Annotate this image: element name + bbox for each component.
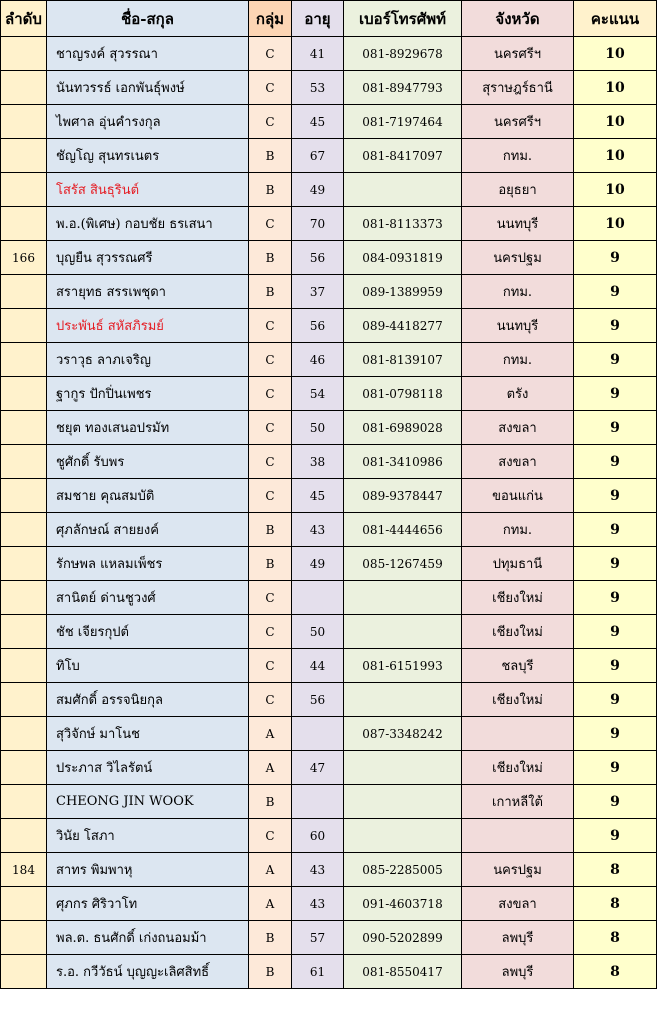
row-age-cell: 57 bbox=[292, 921, 344, 955]
row-group-cell: B bbox=[249, 547, 292, 581]
row-index-cell bbox=[1, 581, 47, 615]
table-row bbox=[1, 479, 657, 513]
row-age-cell: 41 bbox=[292, 37, 344, 71]
row-name-cell: วินัย โสภา bbox=[47, 819, 249, 853]
row-age-cell: 43 bbox=[292, 853, 344, 887]
row-phone-cell: 084-0931819 bbox=[344, 241, 462, 275]
row-age-cell: 45 bbox=[292, 105, 344, 139]
row-province-cell: ลพบุรี bbox=[462, 955, 574, 989]
row-province-cell bbox=[462, 717, 574, 751]
row-name-cell: สาทร พิมพาหุ bbox=[47, 853, 249, 887]
row-age-cell: 43 bbox=[292, 513, 344, 547]
row-group-cell: C bbox=[249, 411, 292, 445]
row-score-cell: 8 bbox=[574, 853, 657, 887]
row-group-cell: C bbox=[249, 615, 292, 649]
table-body bbox=[1, 37, 657, 989]
row-score-cell: 9 bbox=[574, 513, 657, 547]
row-phone-cell bbox=[344, 581, 462, 615]
row-index-cell bbox=[1, 275, 47, 309]
row-group-cell: C bbox=[249, 343, 292, 377]
row-name-cell: สานิตย์ ด่านชูวงศ์ bbox=[47, 581, 249, 615]
row-score-cell: 9 bbox=[574, 377, 657, 411]
row-phone-cell: 085-2285005 bbox=[344, 853, 462, 887]
row-phone-cell: 081-8139107 bbox=[344, 343, 462, 377]
row-province-cell bbox=[462, 819, 574, 853]
row-age-cell: 56 bbox=[292, 683, 344, 717]
row-name-cell: โสรัส สินธุรินต์ bbox=[47, 173, 249, 207]
row-province-cell: สงขลา bbox=[462, 411, 574, 445]
row-group-cell: A bbox=[249, 717, 292, 751]
row-group-cell: C bbox=[249, 309, 292, 343]
row-province-cell: นครปฐม bbox=[462, 241, 574, 275]
row-name-cell: วราวุธ ลาภเจริญ bbox=[47, 343, 249, 377]
row-phone-cell bbox=[344, 751, 462, 785]
table-row bbox=[1, 921, 657, 955]
row-phone-cell: 081-8417097 bbox=[344, 139, 462, 173]
row-score-cell: 10 bbox=[574, 105, 657, 139]
row-age-cell: 67 bbox=[292, 139, 344, 173]
table-row bbox=[1, 377, 657, 411]
row-index-cell: 166 bbox=[1, 241, 47, 275]
row-province-cell: กทม. bbox=[462, 275, 574, 309]
row-group-cell: B bbox=[249, 513, 292, 547]
row-province-cell: นครปฐม bbox=[462, 853, 574, 887]
row-name-cell: ชัช เจียรกุปต์ bbox=[47, 615, 249, 649]
row-group-cell: C bbox=[249, 479, 292, 513]
row-phone-cell: 089-4418277 bbox=[344, 309, 462, 343]
header-group: กลุ่ม bbox=[249, 1, 292, 37]
row-name-cell: ประพันธ์ สหัสภิรมย์ bbox=[47, 309, 249, 343]
row-score-cell: 10 bbox=[574, 71, 657, 105]
row-phone-cell: 081-6151993 bbox=[344, 649, 462, 683]
row-group-cell: C bbox=[249, 105, 292, 139]
row-province-cell: นครศรีฯ bbox=[462, 37, 574, 71]
row-name-cell: ชาญรงค์ สุวรรณา bbox=[47, 37, 249, 71]
row-phone-cell: 087-3348242 bbox=[344, 717, 462, 751]
row-group-cell: B bbox=[249, 275, 292, 309]
row-phone-cell: 089-1389959 bbox=[344, 275, 462, 309]
row-province-cell: ชลบุรี bbox=[462, 649, 574, 683]
row-phone-cell: 081-3410986 bbox=[344, 445, 462, 479]
row-province-cell: นครศรีฯ bbox=[462, 105, 574, 139]
table-row bbox=[1, 683, 657, 717]
row-phone-cell: 081-8947793 bbox=[344, 71, 462, 105]
row-group-cell: B bbox=[249, 241, 292, 275]
row-name-cell: ประภาส วิไลรัตน์ bbox=[47, 751, 249, 785]
row-index-cell bbox=[1, 547, 47, 581]
row-index-cell bbox=[1, 887, 47, 921]
row-phone-cell bbox=[344, 615, 462, 649]
row-index-cell bbox=[1, 479, 47, 513]
table-row bbox=[1, 37, 657, 71]
row-score-cell: 9 bbox=[574, 275, 657, 309]
header-name: ชื่อ-สกุล bbox=[47, 1, 249, 37]
row-group-cell: C bbox=[249, 581, 292, 615]
table-row bbox=[1, 343, 657, 377]
row-group-cell: A bbox=[249, 853, 292, 887]
row-phone-cell bbox=[344, 785, 462, 819]
row-index-cell bbox=[1, 343, 47, 377]
row-score-cell: 9 bbox=[574, 445, 657, 479]
header-phone: เบอร์โทรศัพท์ bbox=[344, 1, 462, 37]
row-score-cell: 8 bbox=[574, 887, 657, 921]
row-group-cell: C bbox=[249, 819, 292, 853]
row-province-cell: เชียงใหม่ bbox=[462, 581, 574, 615]
row-age-cell: 38 bbox=[292, 445, 344, 479]
row-province-cell: ปทุมธานี bbox=[462, 547, 574, 581]
row-index-cell bbox=[1, 139, 47, 173]
row-score-cell: 9 bbox=[574, 241, 657, 275]
row-age-cell: 50 bbox=[292, 411, 344, 445]
row-phone-cell bbox=[344, 173, 462, 207]
row-province-cell: เกาหลีใต้ bbox=[462, 785, 574, 819]
row-index-cell bbox=[1, 513, 47, 547]
row-index-cell: 184 bbox=[1, 853, 47, 887]
table-row bbox=[1, 139, 657, 173]
row-phone-cell: 081-0798118 bbox=[344, 377, 462, 411]
row-name-cell: CHEONG JIN WOOK bbox=[47, 785, 249, 819]
header-score: คะแนน bbox=[574, 1, 657, 37]
row-phone-cell: 091-4603718 bbox=[344, 887, 462, 921]
row-index-cell bbox=[1, 751, 47, 785]
row-age-cell: 43 bbox=[292, 887, 344, 921]
row-name-cell: ศุภลักษณ์ สายยงค์ bbox=[47, 513, 249, 547]
table-row bbox=[1, 853, 657, 887]
row-age-cell: 56 bbox=[292, 309, 344, 343]
table-row bbox=[1, 615, 657, 649]
row-age-cell: 47 bbox=[292, 751, 344, 785]
row-group-cell: C bbox=[249, 683, 292, 717]
header-province: จังหวัด bbox=[462, 1, 574, 37]
row-province-cell: ลพบุรี bbox=[462, 921, 574, 955]
row-group-cell: C bbox=[249, 71, 292, 105]
row-province-cell: สุราษฎร์ธานี bbox=[462, 71, 574, 105]
row-score-cell: 9 bbox=[574, 683, 657, 717]
row-age-cell: 54 bbox=[292, 377, 344, 411]
row-group-cell: C bbox=[249, 445, 292, 479]
row-score-cell: 10 bbox=[574, 139, 657, 173]
row-name-cell: สมชาย คุณสมบัติ bbox=[47, 479, 249, 513]
row-phone-cell bbox=[344, 819, 462, 853]
row-name-cell: สรายุทธ สรรเพชุดา bbox=[47, 275, 249, 309]
row-score-cell: 9 bbox=[574, 411, 657, 445]
row-name-cell: ศุภกร ศิริวาโท bbox=[47, 887, 249, 921]
table-row bbox=[1, 105, 657, 139]
row-group-cell: C bbox=[249, 377, 292, 411]
row-age-cell: 60 bbox=[292, 819, 344, 853]
row-group-cell: B bbox=[249, 139, 292, 173]
row-group-cell: B bbox=[249, 785, 292, 819]
row-index-cell bbox=[1, 615, 47, 649]
table-row bbox=[1, 173, 657, 207]
row-province-cell: เชียงใหม่ bbox=[462, 615, 574, 649]
row-province-cell: สงขลา bbox=[462, 887, 574, 921]
row-index-cell bbox=[1, 921, 47, 955]
row-score-cell: 9 bbox=[574, 343, 657, 377]
row-province-cell: ขอนแก่น bbox=[462, 479, 574, 513]
row-province-cell: สงขลา bbox=[462, 445, 574, 479]
table-row bbox=[1, 819, 657, 853]
row-phone-cell: 089-9378447 bbox=[344, 479, 462, 513]
row-index-cell bbox=[1, 71, 47, 105]
row-name-cell: ฐากูร ปักปิ่นเพชร bbox=[47, 377, 249, 411]
row-name-cell: พล.ต. ธนศักดิ์ เก่งถนอมม้า bbox=[47, 921, 249, 955]
row-group-cell: B bbox=[249, 921, 292, 955]
row-age-cell: 46 bbox=[292, 343, 344, 377]
row-phone-cell: 081-8929678 bbox=[344, 37, 462, 71]
row-index-cell bbox=[1, 309, 47, 343]
row-age-cell: 56 bbox=[292, 241, 344, 275]
row-score-cell: 9 bbox=[574, 649, 657, 683]
row-index-cell bbox=[1, 819, 47, 853]
row-index-cell bbox=[1, 173, 47, 207]
row-age-cell: 50 bbox=[292, 615, 344, 649]
table-row bbox=[1, 309, 657, 343]
row-score-cell: 9 bbox=[574, 717, 657, 751]
row-age-cell: 37 bbox=[292, 275, 344, 309]
table-row bbox=[1, 71, 657, 105]
row-province-cell: ตรัง bbox=[462, 377, 574, 411]
row-index-cell bbox=[1, 445, 47, 479]
row-age-cell bbox=[292, 581, 344, 615]
table-row bbox=[1, 717, 657, 751]
table-row bbox=[1, 241, 657, 275]
row-province-cell: อยุธยา bbox=[462, 173, 574, 207]
row-age-cell: 45 bbox=[292, 479, 344, 513]
row-name-cell: ร.อ. กวีวัธน์ บุญญะเลิศสิทธิ์ bbox=[47, 955, 249, 989]
row-index-cell bbox=[1, 377, 47, 411]
row-name-cell: พ.อ.(พิเศษ) กอบชัย ธรเสนา bbox=[47, 207, 249, 241]
row-index-cell bbox=[1, 683, 47, 717]
table-row bbox=[1, 785, 657, 819]
row-score-cell: 10 bbox=[574, 37, 657, 71]
row-province-cell: กทม. bbox=[462, 343, 574, 377]
row-name-cell: สุวิจักษ์ มาโนช bbox=[47, 717, 249, 751]
row-score-cell: 9 bbox=[574, 615, 657, 649]
row-score-cell: 9 bbox=[574, 819, 657, 853]
row-group-cell: A bbox=[249, 751, 292, 785]
row-phone-cell bbox=[344, 683, 462, 717]
row-score-cell: 8 bbox=[574, 921, 657, 955]
row-name-cell: ชยุต ทองเสนอปรมัท bbox=[47, 411, 249, 445]
table-row bbox=[1, 887, 657, 921]
row-name-cell: ไพศาล อุ่นคำรงกุล bbox=[47, 105, 249, 139]
row-score-cell: 9 bbox=[574, 785, 657, 819]
row-score-cell: 10 bbox=[574, 173, 657, 207]
row-score-cell: 9 bbox=[574, 581, 657, 615]
row-name-cell: บุญยืน สุวรรณศรี bbox=[47, 241, 249, 275]
row-phone-cell: 081-8550417 bbox=[344, 955, 462, 989]
row-score-cell: 9 bbox=[574, 309, 657, 343]
row-phone-cell: 081-6989028 bbox=[344, 411, 462, 445]
row-name-cell: ทิโบ bbox=[47, 649, 249, 683]
row-phone-cell: 081-4444656 bbox=[344, 513, 462, 547]
row-index-cell bbox=[1, 37, 47, 71]
row-age-cell: 49 bbox=[292, 173, 344, 207]
row-score-cell: 9 bbox=[574, 479, 657, 513]
row-score-cell: 8 bbox=[574, 955, 657, 989]
row-name-cell: สมศักดิ์ อรรจนิยกุล bbox=[47, 683, 249, 717]
row-group-cell: A bbox=[249, 887, 292, 921]
table-row bbox=[1, 955, 657, 989]
row-score-cell: 9 bbox=[574, 547, 657, 581]
row-index-cell bbox=[1, 785, 47, 819]
row-group-cell: B bbox=[249, 173, 292, 207]
row-province-cell: นนทบุรี bbox=[462, 309, 574, 343]
row-index-cell bbox=[1, 105, 47, 139]
row-age-cell: 49 bbox=[292, 547, 344, 581]
row-phone-cell: 081-7197464 bbox=[344, 105, 462, 139]
table-row bbox=[1, 275, 657, 309]
row-age-cell: 70 bbox=[292, 207, 344, 241]
table-row bbox=[1, 207, 657, 241]
row-age-cell: 44 bbox=[292, 649, 344, 683]
table-row bbox=[1, 411, 657, 445]
header-row bbox=[1, 1, 657, 37]
table-row bbox=[1, 547, 657, 581]
row-name-cell: รักษพล แหลมเพ็ชร bbox=[47, 547, 249, 581]
row-phone-cell: 090-5202899 bbox=[344, 921, 462, 955]
row-age-cell bbox=[292, 785, 344, 819]
row-group-cell: C bbox=[249, 37, 292, 71]
row-name-cell: นันทวรรธ์ เอกพันธุ์พงษ์ bbox=[47, 71, 249, 105]
row-score-cell: 10 bbox=[574, 207, 657, 241]
row-province-cell: กทม. bbox=[462, 513, 574, 547]
table-row bbox=[1, 649, 657, 683]
row-group-cell: B bbox=[249, 955, 292, 989]
row-age-cell: 61 bbox=[292, 955, 344, 989]
row-index-cell bbox=[1, 955, 47, 989]
row-index-cell bbox=[1, 649, 47, 683]
table-row bbox=[1, 581, 657, 615]
row-province-cell: เชียงใหม่ bbox=[462, 683, 574, 717]
row-index-cell bbox=[1, 717, 47, 751]
row-group-cell: C bbox=[249, 207, 292, 241]
row-score-cell: 9 bbox=[574, 751, 657, 785]
row-province-cell: เชียงใหม่ bbox=[462, 751, 574, 785]
table-row bbox=[1, 751, 657, 785]
row-index-cell bbox=[1, 207, 47, 241]
row-name-cell: ชัญโญ สุนทรเนตร bbox=[47, 139, 249, 173]
table-row bbox=[1, 445, 657, 479]
row-phone-cell: 085-1267459 bbox=[344, 547, 462, 581]
row-index-cell bbox=[1, 411, 47, 445]
header-index: ลำดับ bbox=[1, 1, 47, 37]
row-province-cell: กทม. bbox=[462, 139, 574, 173]
row-phone-cell: 081-8113373 bbox=[344, 207, 462, 241]
row-province-cell: นนทบุรี bbox=[462, 207, 574, 241]
row-age-cell bbox=[292, 717, 344, 751]
row-group-cell: C bbox=[249, 649, 292, 683]
row-age-cell: 53 bbox=[292, 71, 344, 105]
header-age: อายุ bbox=[292, 1, 344, 37]
table-row bbox=[1, 513, 657, 547]
row-name-cell: ชูศักดิ์ รับพร bbox=[47, 445, 249, 479]
